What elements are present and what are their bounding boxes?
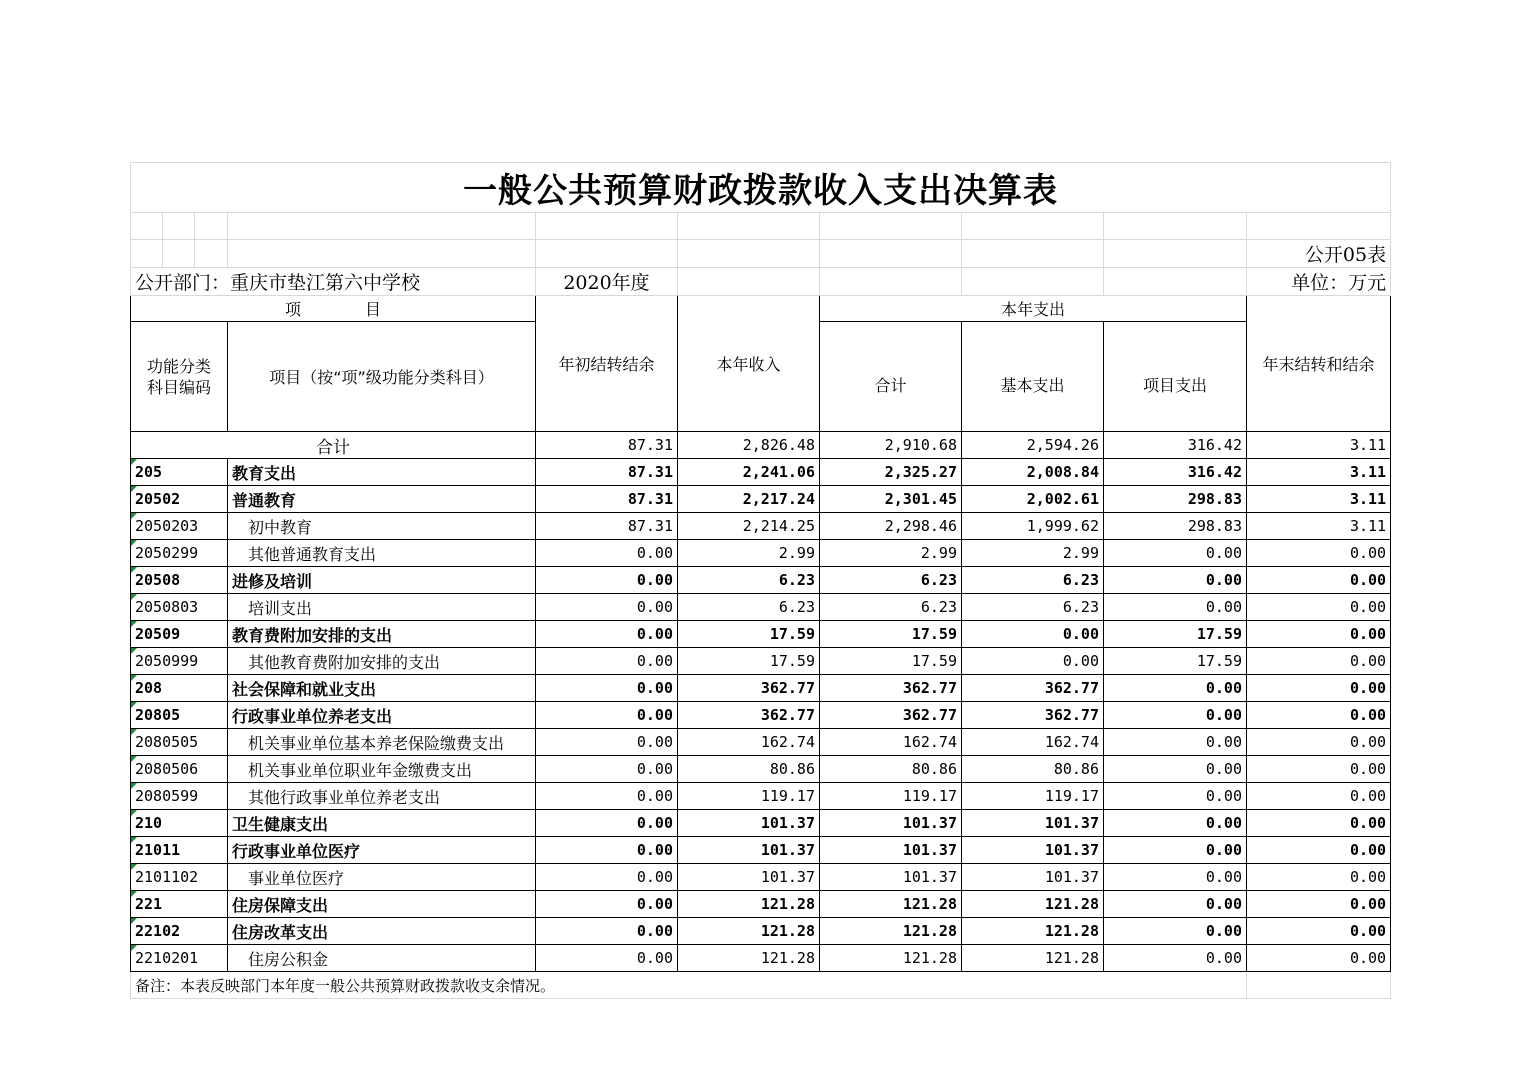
row-value: 0.00	[1247, 864, 1391, 891]
header-code-line2: 科目编码	[146, 377, 211, 397]
row-value: 3.11	[1247, 459, 1391, 486]
row-name: 行政事业单位养老支出	[228, 702, 536, 729]
row-value: 0.00	[536, 864, 678, 891]
row-code: 2050803	[131, 594, 228, 621]
empty-cell	[228, 213, 536, 240]
row-value: 162.74	[962, 729, 1104, 756]
row-value: 6.23	[678, 594, 820, 621]
row-value: 0.00	[1104, 918, 1247, 945]
row-name: 行政事业单位医疗	[228, 837, 536, 864]
row-value: 2,217.24	[678, 486, 820, 513]
row-value: 0.00	[1247, 621, 1391, 648]
row-value: 101.37	[962, 864, 1104, 891]
row-value: 0.00	[1104, 567, 1247, 594]
row-value: 0.00	[536, 621, 678, 648]
row-code: 20509	[131, 621, 228, 648]
row-value: 121.28	[820, 891, 962, 918]
row-code: 2080506	[131, 756, 228, 783]
row-value: 6.23	[962, 594, 1104, 621]
row-name: 初中教育	[228, 513, 536, 540]
row-value: 362.77	[962, 702, 1104, 729]
row-name: 教育费附加安排的支出	[228, 621, 536, 648]
row-code: 2050999	[131, 648, 228, 675]
row-value: 0.00	[1247, 702, 1391, 729]
table-row	[131, 486, 1391, 513]
table-row	[131, 810, 1391, 837]
table-row	[131, 594, 1391, 621]
table-row	[131, 621, 1391, 648]
row-value: 121.28	[820, 945, 962, 972]
table-row	[131, 513, 1391, 540]
row-value: 0.00	[1247, 783, 1391, 810]
row-value: 0.00	[536, 702, 678, 729]
row-value: 17.59	[678, 648, 820, 675]
row-value: 0.00	[1247, 567, 1391, 594]
row-value: 119.17	[678, 783, 820, 810]
department-label: 公开部门：重庆市垫江第六中学校	[131, 268, 536, 296]
row-value: 0.00	[536, 783, 678, 810]
row-value: 0.00	[536, 729, 678, 756]
budget-table	[130, 162, 1391, 999]
empty-cell	[962, 240, 1104, 268]
row-value: 0.00	[536, 837, 678, 864]
empty-cell	[820, 268, 962, 296]
table-row	[131, 702, 1391, 729]
row-value: 121.28	[962, 945, 1104, 972]
row-value: 0.00	[1247, 891, 1391, 918]
row-name: 培训支出	[228, 594, 536, 621]
empty-cell	[163, 240, 195, 268]
row-name: 普通教育	[228, 486, 536, 513]
row-value: 0.00	[536, 648, 678, 675]
row-value: 362.77	[962, 675, 1104, 702]
empty-cell	[536, 240, 678, 268]
row-code: 2101102	[131, 864, 228, 891]
row-value: 298.83	[1104, 486, 1247, 513]
row-value: 0.00	[1247, 540, 1391, 567]
row-value: 2,298.46	[820, 513, 962, 540]
year-label: 2020年度	[536, 268, 678, 296]
row-name: 机关事业单位职业年金缴费支出	[228, 756, 536, 783]
empty-cell	[1104, 268, 1247, 296]
header-item: 项 目	[131, 296, 536, 322]
table-row	[131, 918, 1391, 945]
row-name: 住房改革支出	[228, 918, 536, 945]
row-name: 其他行政事业单位养老支出	[228, 783, 536, 810]
row-name: 其他普通教育支出	[228, 540, 536, 567]
row-value: 0.00	[536, 675, 678, 702]
row-value: 0.00	[1247, 837, 1391, 864]
row-value: 121.28	[678, 918, 820, 945]
row-value: 101.37	[820, 837, 962, 864]
header-total: 合计	[820, 322, 962, 432]
row-value: 0.00	[1247, 594, 1391, 621]
row-value: 0.00	[536, 918, 678, 945]
row-value: 0.00	[536, 540, 678, 567]
row-value: 0.00	[1104, 783, 1247, 810]
row-value: 121.28	[678, 891, 820, 918]
row-value: 119.17	[962, 783, 1104, 810]
row-value: 0.00	[1247, 945, 1391, 972]
table-row	[131, 567, 1391, 594]
row-name: 住房保障支出	[228, 891, 536, 918]
row-value: 2,325.27	[820, 459, 962, 486]
row-value: 80.86	[962, 756, 1104, 783]
empty-cell	[1104, 240, 1247, 268]
empty-cell	[820, 213, 962, 240]
row-code: 2080505	[131, 729, 228, 756]
total-value: 2,594.26	[962, 432, 1104, 459]
row-value: 2,008.84	[962, 459, 1104, 486]
row-value: 0.00	[1104, 891, 1247, 918]
row-value: 0.00	[962, 621, 1104, 648]
unit-label: 单位：万元	[1247, 268, 1391, 296]
row-value: 0.00	[1247, 648, 1391, 675]
spreadsheet-sheet	[130, 162, 1390, 993]
row-value: 87.31	[536, 513, 678, 540]
row-value: 17.59	[820, 621, 962, 648]
empty-cell	[678, 268, 820, 296]
row-value: 17.59	[678, 621, 820, 648]
row-value: 80.86	[820, 756, 962, 783]
row-value: 0.00	[1104, 864, 1247, 891]
header-income: 本年收入	[678, 296, 820, 432]
empty-cell	[195, 213, 228, 240]
row-value: 87.31	[536, 486, 678, 513]
header-expense-group: 本年支出	[820, 296, 1247, 322]
empty-cell	[820, 240, 962, 268]
table-row	[131, 783, 1391, 810]
row-value: 0.00	[962, 648, 1104, 675]
header-code	[131, 322, 228, 432]
row-value: 0.00	[536, 945, 678, 972]
row-value: 0.00	[536, 891, 678, 918]
empty-cell	[228, 240, 536, 268]
row-value: 362.77	[678, 702, 820, 729]
row-value: 0.00	[1104, 540, 1247, 567]
table-row	[131, 945, 1391, 972]
row-value: 0.00	[1247, 675, 1391, 702]
total-row-label: 合计	[131, 432, 536, 459]
row-value: 101.37	[962, 837, 1104, 864]
table-row	[131, 648, 1391, 675]
table-row	[131, 756, 1391, 783]
row-value: 17.59	[820, 648, 962, 675]
header-end-balance: 年末结转和结余	[1247, 296, 1391, 432]
row-value: 3.11	[1247, 486, 1391, 513]
row-code: 2050299	[131, 540, 228, 567]
header-project: 项目支出	[1104, 322, 1247, 432]
row-code: 20502	[131, 486, 228, 513]
row-name: 进修及培训	[228, 567, 536, 594]
row-name: 事业单位医疗	[228, 864, 536, 891]
row-value: 6.23	[962, 567, 1104, 594]
row-code: 208	[131, 675, 228, 702]
total-value: 316.42	[1104, 432, 1247, 459]
empty-cell	[131, 240, 163, 268]
total-value: 2,910.68	[820, 432, 962, 459]
row-value: 0.00	[1104, 729, 1247, 756]
empty-cell	[1104, 213, 1247, 240]
row-value: 0.00	[536, 594, 678, 621]
row-code: 205	[131, 459, 228, 486]
row-value: 17.59	[1104, 621, 1247, 648]
row-value: 87.31	[536, 459, 678, 486]
row-value: 2,301.45	[820, 486, 962, 513]
row-code: 2050203	[131, 513, 228, 540]
row-value: 119.17	[820, 783, 962, 810]
empty-cell	[962, 213, 1104, 240]
row-value: 121.28	[820, 918, 962, 945]
row-code: 2210201	[131, 945, 228, 972]
row-value: 101.37	[962, 810, 1104, 837]
row-value: 2.99	[820, 540, 962, 567]
row-value: 121.28	[962, 891, 1104, 918]
row-value: 0.00	[1247, 918, 1391, 945]
row-value: 0.00	[1104, 675, 1247, 702]
table-row	[131, 729, 1391, 756]
row-value: 2.99	[678, 540, 820, 567]
empty-cell	[678, 213, 820, 240]
table-note: 备注：本表反映部门本年度一般公共预算财政拨款收支余情况。	[131, 972, 1247, 999]
row-value: 2,214.25	[678, 513, 820, 540]
row-value: 101.37	[820, 864, 962, 891]
row-value: 17.59	[1104, 648, 1247, 675]
row-value: 121.28	[962, 918, 1104, 945]
table-row	[131, 675, 1391, 702]
row-name: 卫生健康支出	[228, 810, 536, 837]
row-value: 6.23	[678, 567, 820, 594]
table-row	[131, 891, 1391, 918]
empty-cell	[163, 213, 195, 240]
row-value: 6.23	[820, 567, 962, 594]
row-value: 0.00	[1104, 837, 1247, 864]
table-row	[131, 540, 1391, 567]
empty-cell	[1247, 213, 1391, 240]
header-begin-balance: 年初结转结余	[536, 296, 678, 432]
row-value: 0.00	[536, 567, 678, 594]
row-value: 0.00	[1247, 756, 1391, 783]
row-code: 20805	[131, 702, 228, 729]
row-value: 101.37	[678, 837, 820, 864]
header-code-line1: 功能分类	[146, 356, 211, 376]
row-value: 316.42	[1104, 459, 1247, 486]
table-row	[131, 459, 1391, 486]
row-value: 0.00	[536, 756, 678, 783]
row-code: 221	[131, 891, 228, 918]
row-value: 0.00	[1104, 702, 1247, 729]
total-value: 2,826.48	[678, 432, 820, 459]
row-name: 教育支出	[228, 459, 536, 486]
total-value: 3.11	[1247, 432, 1391, 459]
row-value: 2,241.06	[678, 459, 820, 486]
row-value: 0.00	[1104, 594, 1247, 621]
row-value: 6.23	[820, 594, 962, 621]
row-code: 210	[131, 810, 228, 837]
row-value: 162.74	[820, 729, 962, 756]
row-value: 2,002.61	[962, 486, 1104, 513]
row-value: 0.00	[1104, 810, 1247, 837]
row-value: 0.00	[1104, 945, 1247, 972]
empty-cell	[536, 213, 678, 240]
row-name: 其他教育费附加安排的支出	[228, 648, 536, 675]
empty-cell	[1247, 972, 1391, 999]
row-value: 2.99	[962, 540, 1104, 567]
row-code: 20508	[131, 567, 228, 594]
row-value: 0.00	[1247, 810, 1391, 837]
row-name: 住房公积金	[228, 945, 536, 972]
empty-cell	[962, 268, 1104, 296]
table-row	[131, 837, 1391, 864]
row-code: 2080599	[131, 783, 228, 810]
row-value: 0.00	[536, 810, 678, 837]
row-value: 0.00	[1104, 756, 1247, 783]
empty-cell	[131, 213, 163, 240]
table-row	[131, 864, 1391, 891]
row-value: 1,999.62	[962, 513, 1104, 540]
header-name: 项目（按“项”级功能分类科目）	[228, 322, 536, 432]
row-code: 21011	[131, 837, 228, 864]
row-value: 362.77	[678, 675, 820, 702]
row-code: 22102	[131, 918, 228, 945]
row-value: 121.28	[678, 945, 820, 972]
total-value: 87.31	[536, 432, 678, 459]
page-title: 一般公共预算财政拨款收入支出决算表	[131, 163, 1391, 213]
row-value: 0.00	[1247, 729, 1391, 756]
row-value: 362.77	[820, 702, 962, 729]
row-value: 101.37	[678, 864, 820, 891]
row-value: 3.11	[1247, 513, 1391, 540]
row-name: 社会保障和就业支出	[228, 675, 536, 702]
table-number: 公开05表	[1247, 240, 1391, 268]
row-value: 101.37	[820, 810, 962, 837]
row-name: 机关事业单位基本养老保险缴费支出	[228, 729, 536, 756]
row-value: 162.74	[678, 729, 820, 756]
header-basic: 基本支出	[962, 322, 1104, 432]
row-value: 362.77	[820, 675, 962, 702]
row-value: 298.83	[1104, 513, 1247, 540]
row-value: 101.37	[678, 810, 820, 837]
row-value: 80.86	[678, 756, 820, 783]
empty-cell	[195, 240, 228, 268]
empty-cell	[678, 240, 820, 268]
